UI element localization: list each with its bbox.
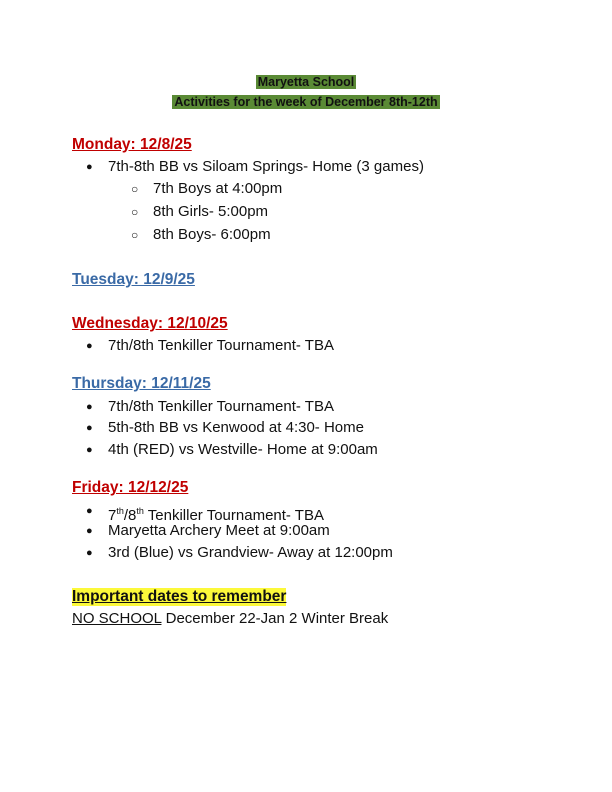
no-school-line <box>72 610 388 628</box>
list-item <box>88 441 378 459</box>
superscript: th <box>116 506 124 516</box>
list-item <box>88 158 424 176</box>
sub-list-item <box>133 226 271 244</box>
list-item <box>88 337 334 355</box>
tuesday-heading: Tuesday: 12/9/25 <box>72 271 195 288</box>
list-item <box>88 419 364 437</box>
list-item <box>88 398 334 416</box>
list-item-text: 8th Girls- 5:00pm <box>153 203 269 220</box>
list-item-text: 7th/8th Tenkiller Tournament- TBA <box>108 337 334 354</box>
list-item-text: 7th/8th Tenkiller Tournament- TBA <box>108 398 334 415</box>
school-name-text: Maryetta School <box>257 75 355 89</box>
no-school-label: NO SCHOOL <box>72 610 162 627</box>
school-name <box>0 74 612 90</box>
week-subtitle <box>0 94 612 110</box>
thursday-heading: Thursday: 12/11/25 <box>72 375 211 392</box>
no-school-detail: December 22-Jan 2 Winter Break <box>161 610 389 627</box>
superscript: th <box>136 506 144 516</box>
list-item-text: 3rd (Blue) vs Grandview- Away at 12:00pm <box>108 544 393 561</box>
list-item-text: 7th Boys at 4:00pm <box>153 180 283 197</box>
text: Tenkiller Tournament- TBA <box>143 507 324 524</box>
sub-list-item <box>133 203 268 221</box>
wednesday-heading: Wednesday: 12/10/25 <box>72 315 228 332</box>
list-item <box>88 522 330 540</box>
list-item-text: 5th-8th BB vs Kenwood at 4:30- Home <box>108 419 364 436</box>
sub-list-item <box>133 180 282 198</box>
list-item-text: 4th (RED) vs Westville- Home at 9:00am <box>108 441 378 458</box>
text: /8 <box>123 507 137 524</box>
list-item-text: 8th Boys- 6:00pm <box>153 226 271 243</box>
week-subtitle-text: Activities for the week of December 8th-12th <box>174 95 438 109</box>
list-item <box>88 544 393 562</box>
list-item-text: Maryetta Archery Meet at 9:00am <box>108 522 330 539</box>
list-item-text: 7th-8th BB vs Siloam Springs- Home (3 games) <box>108 158 424 175</box>
important-dates-heading: Important dates to remember <box>72 588 287 605</box>
text: 7 <box>108 507 117 524</box>
friday-heading: Friday: 12/12/25 <box>72 479 189 496</box>
monday-heading: Monday: 12/8/25 <box>72 136 192 153</box>
